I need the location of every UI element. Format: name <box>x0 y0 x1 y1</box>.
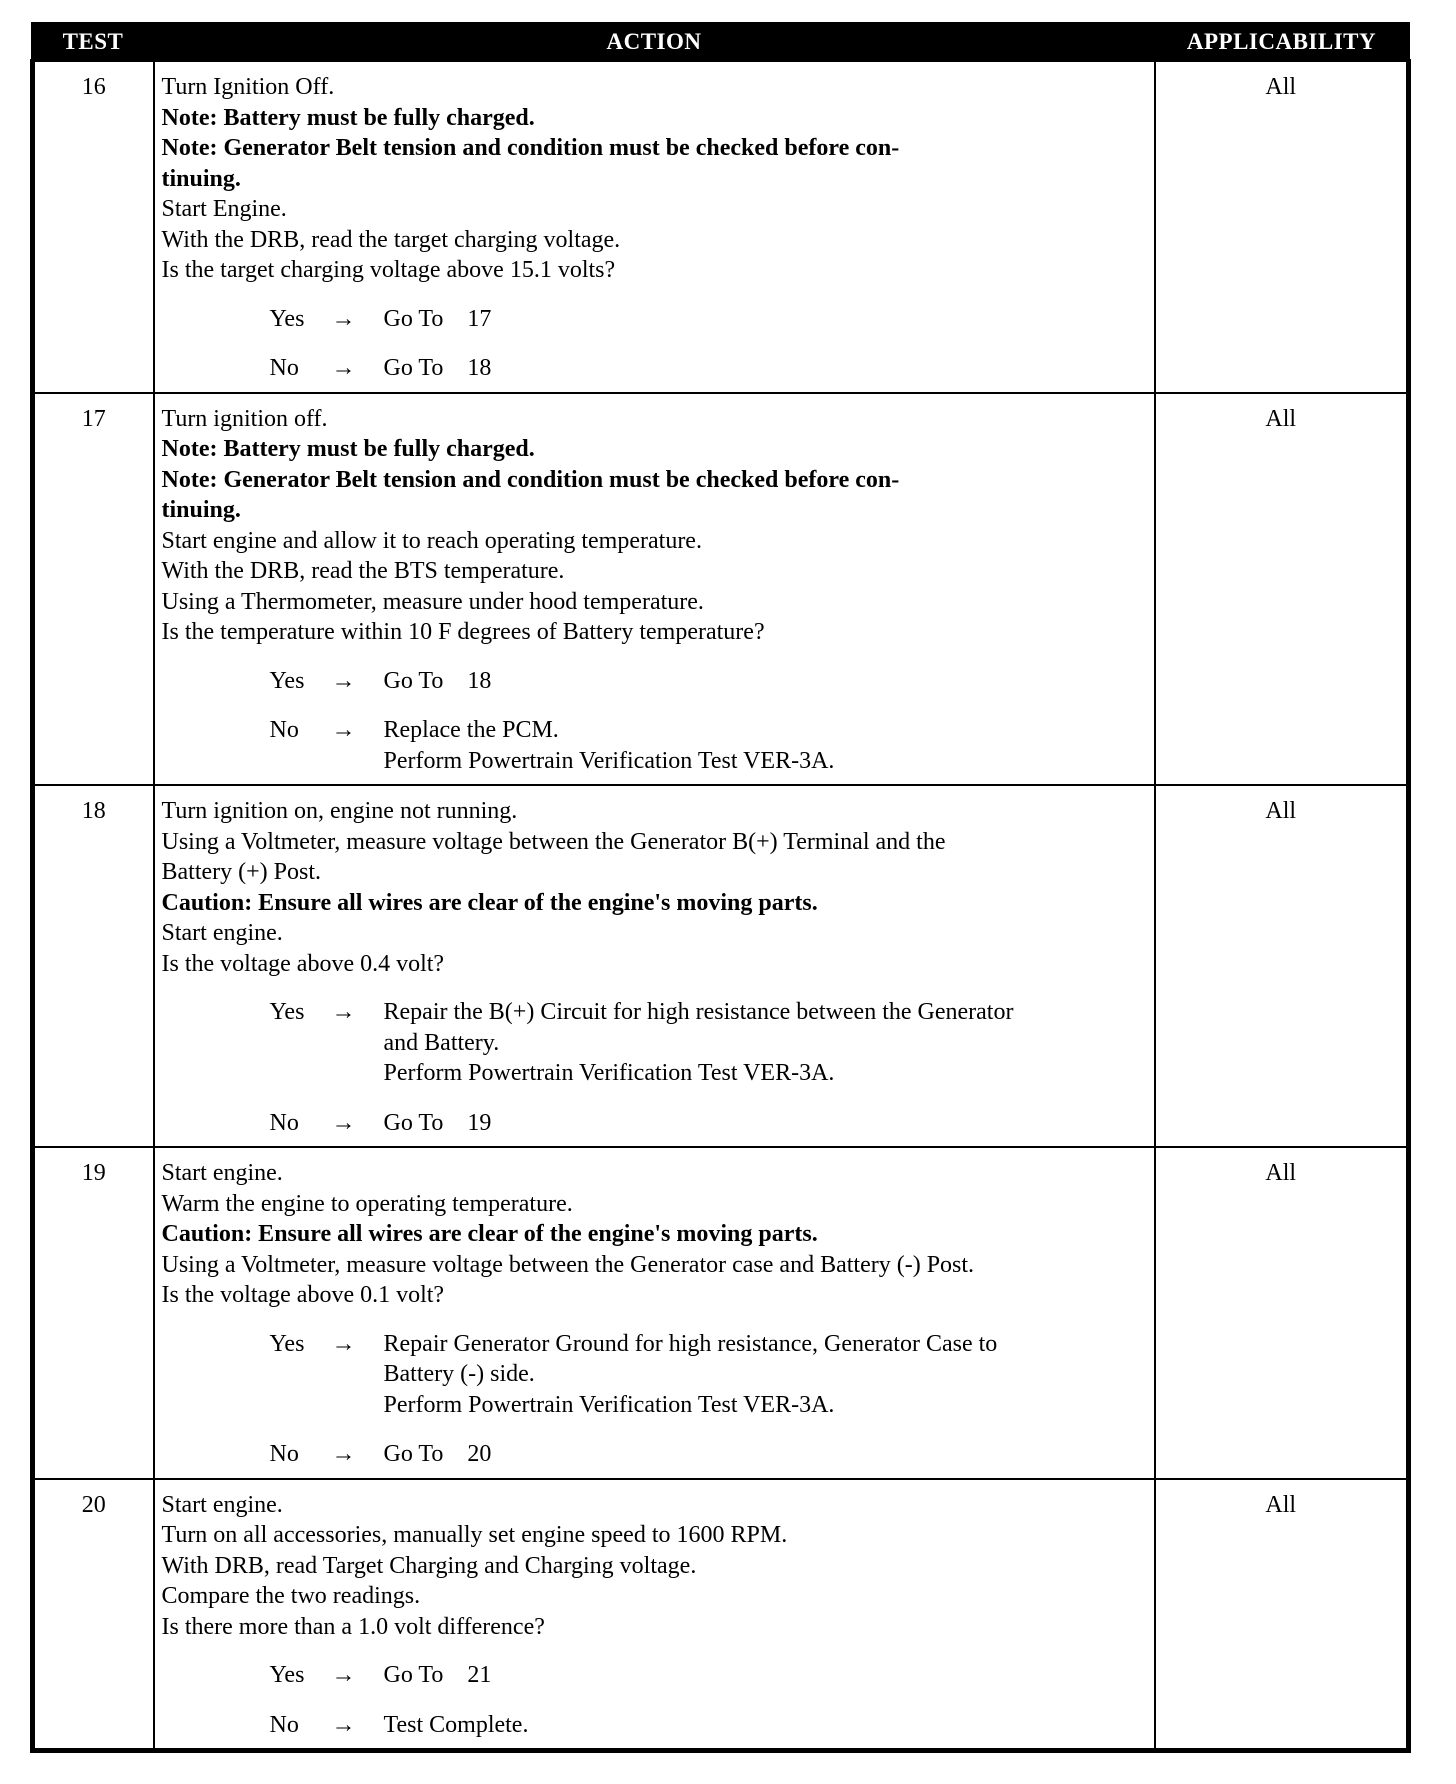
action-step-line: Start engine. <box>161 1491 283 1518</box>
action-step-line: Using a Thermometer, measure under hood temperature. <box>161 588 704 615</box>
branch-label: No <box>269 1109 299 1136</box>
branch-result-line: Perform Powertrain Verification Test VER-3A. <box>383 1391 835 1418</box>
goto-test-number: 18 <box>467 355 492 381</box>
arrow-icon: → <box>331 1330 356 1357</box>
goto-test-number: 20 <box>467 1441 492 1467</box>
branch-result <box>384 1660 1146 1691</box>
applicability-value: All <box>1155 1479 1409 1751</box>
test-number: 16 <box>33 61 154 393</box>
arrow-icon: → <box>331 1109 356 1136</box>
arrow-icon: → <box>331 667 356 694</box>
branch-label: Yes <box>269 305 305 332</box>
arrow-icon: → <box>331 1662 356 1688</box>
branch-result <box>384 1329 1146 1421</box>
goto-test-number: 21 <box>467 1662 492 1688</box>
branch-no <box>270 353 1146 384</box>
branch-yes <box>270 1329 1146 1421</box>
applicability-value: All <box>1155 1147 1409 1479</box>
action-step-line: Is the voltage above 0.4 volt? <box>161 950 445 977</box>
action-step-line: Start engine. <box>161 1160 283 1186</box>
action-step-line: Is there more than a 1.0 volt difference? <box>161 1613 545 1640</box>
branch-result-line: Repair Generator Ground for high resistance, Generator Case to <box>383 1330 998 1357</box>
goto-line <box>384 666 1146 697</box>
branch-no <box>270 715 1146 776</box>
action-note-line: Note: Generator Belt tension and condition must be checked before con- <box>161 466 900 493</box>
table-row <box>33 1479 1409 1751</box>
goto-label: Go To <box>383 1441 444 1467</box>
branch-result <box>384 666 1146 697</box>
goto-line <box>384 353 1146 384</box>
goto-line <box>384 1108 1146 1139</box>
branch-label: Yes <box>269 667 305 694</box>
table-body <box>33 61 1409 1751</box>
action-step-line: Turn ignition off. <box>161 405 328 432</box>
applicability-value: All <box>1155 61 1409 393</box>
action-cell <box>154 785 1155 1147</box>
table-row <box>33 61 1409 393</box>
goto-line <box>384 304 1146 335</box>
action-step-line: Start Engine. <box>161 196 287 222</box>
action-note-line: tinuing. <box>161 497 241 523</box>
branch-result-line: Perform Powertrain Verification Test VER-3A. <box>383 747 835 774</box>
arrow-icon: → <box>331 355 356 381</box>
header-applicability: APPLICABILITY <box>1155 24 1409 61</box>
branch-result <box>384 353 1146 384</box>
action-step-line: Turn on all accessories, manually set engine speed to 1600 RPM. <box>161 1522 788 1548</box>
goto-label: Go To <box>383 355 444 381</box>
arrow-icon: → <box>331 999 356 1025</box>
test-number: 18 <box>33 785 154 1147</box>
applicability-value: All <box>1155 785 1409 1147</box>
table-header-row <box>33 24 1409 61</box>
action-step-line: With the DRB, read the target charging voltage. <box>161 226 621 253</box>
branch-label: No <box>269 355 299 381</box>
branch-result-line: Repair the B(+) Circuit for high resistance between the Generator <box>383 999 1014 1025</box>
action-cell <box>154 393 1155 786</box>
goto-label: Go To <box>383 1662 444 1688</box>
action-step-line: Is the target charging voltage above 15.1 volts? <box>161 257 616 283</box>
goto-label: Go To <box>383 1109 444 1136</box>
branch-result <box>384 1108 1146 1139</box>
branch-yes <box>270 666 1146 697</box>
branch-yes <box>270 1660 1146 1691</box>
action-step-line: Turn ignition on, engine not running. <box>161 798 518 824</box>
branch-label: No <box>269 1441 299 1467</box>
action-step-line: Turn Ignition Off. <box>161 74 335 100</box>
action-note-line: tinuing. <box>161 165 241 192</box>
action-step-line: Using a Voltmeter, measure voltage between the Generator case and Battery (-) Post. <box>161 1251 975 1278</box>
action-step-line: Compare the two readings. <box>161 1583 421 1609</box>
action-step-line: Start engine and allow it to reach operating temperature. <box>161 527 702 554</box>
branch-label: No <box>269 1711 299 1738</box>
branch-yes <box>270 304 1146 335</box>
action-note-line: Caution: Ensure all wires are clear of the engine's moving parts. <box>161 889 818 916</box>
action-step-line: Using a Voltmeter, measure voltage between the Generator B(+) Terminal and the <box>161 828 946 855</box>
action-note-line: Note: Battery must be fully charged. <box>161 104 535 131</box>
header-test: TEST <box>33 24 154 61</box>
action-step-line: Start engine. <box>161 920 283 946</box>
branch-result <box>384 304 1146 335</box>
action-note-line: Note: Generator Belt tension and condition must be checked before con- <box>161 135 900 161</box>
action-cell <box>154 61 1155 393</box>
applicability-value: All <box>1155 393 1409 786</box>
table-row <box>33 785 1409 1147</box>
goto-test-number: 17 <box>467 305 492 332</box>
diagnostic-test-sheet <box>30 22 1406 1753</box>
goto-label: Go To <box>383 305 444 332</box>
branch-result <box>384 715 1146 776</box>
branch-no <box>270 1710 1146 1741</box>
branch-no <box>270 1439 1146 1470</box>
action-step-line: Is the voltage above 0.1 volt? <box>161 1282 445 1308</box>
test-number: 17 <box>33 393 154 786</box>
goto-label: Go To <box>383 667 444 694</box>
branch-result-line: Perform Powertrain Verification Test VER-3A. <box>383 1060 835 1086</box>
action-cell <box>154 1147 1155 1479</box>
arrow-icon: → <box>331 717 356 743</box>
action-step-line: Warm the engine to operating temperature. <box>161 1190 573 1217</box>
branch-result <box>384 997 1146 1089</box>
table-row <box>33 1147 1409 1479</box>
branch-no <box>270 1108 1146 1139</box>
action-note-line: Caution: Ensure all wires are clear of the engine's moving parts. <box>161 1221 818 1247</box>
goto-test-number: 18 <box>467 667 492 694</box>
goto-line <box>384 1439 1146 1470</box>
branch-label: Yes <box>269 1662 305 1688</box>
arrow-icon: → <box>331 1711 356 1738</box>
goto-line <box>384 1660 1146 1691</box>
branch-result-line: Test Complete. <box>383 1711 529 1738</box>
branch-label: Yes <box>269 1330 305 1357</box>
arrow-icon: → <box>331 305 356 332</box>
action-note-line: Note: Battery must be fully charged. <box>161 436 535 462</box>
branch-yes <box>270 997 1146 1089</box>
branch-result-line: Battery (-) side. <box>383 1361 535 1387</box>
table-row <box>33 393 1409 786</box>
action-step-line: With the DRB, read the BTS temperature. <box>161 558 565 584</box>
branch-label: No <box>269 717 299 743</box>
arrow-icon: → <box>331 1441 356 1467</box>
action-step-line: Battery (+) Post. <box>161 859 322 885</box>
branch-label: Yes <box>269 999 305 1025</box>
branch-result <box>384 1710 1146 1741</box>
action-cell <box>154 1479 1155 1751</box>
header-action: ACTION <box>154 24 1155 61</box>
branch-result-line: Replace the PCM. <box>383 717 559 743</box>
test-number: 19 <box>33 1147 154 1479</box>
branch-result-line: and Battery. <box>383 1029 500 1056</box>
action-step-line: With DRB, read Target Charging and Charging voltage. <box>161 1552 697 1579</box>
diagnostic-test-table <box>30 22 1411 1753</box>
goto-test-number: 19 <box>467 1109 492 1136</box>
action-step-line: Is the temperature within 10 F degrees of Battery temperature? <box>161 619 765 645</box>
test-number: 20 <box>33 1479 154 1751</box>
branch-result <box>384 1439 1146 1470</box>
